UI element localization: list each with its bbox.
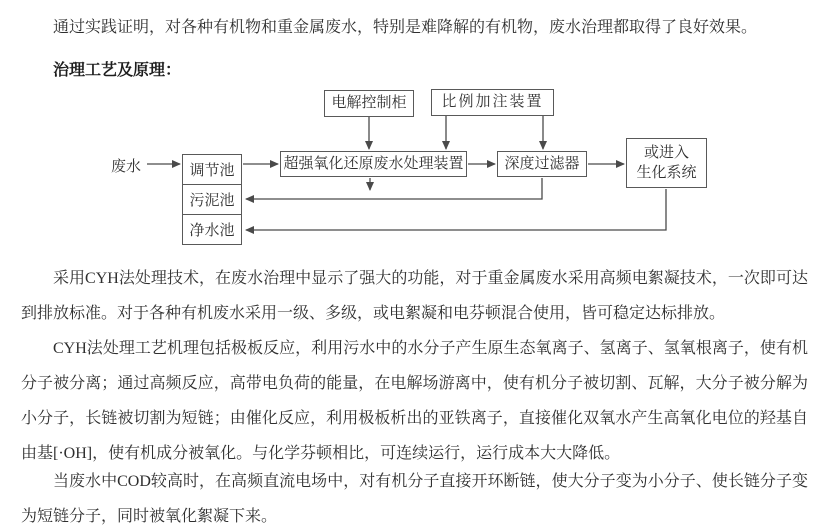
arrow-biochem-to-cleanpool <box>246 189 666 230</box>
biochem-label-line1: 或进入 <box>643 144 689 161</box>
biochemical-system-box <box>626 138 707 188</box>
clean-pool-box: 净水池 <box>183 214 241 244</box>
biochem-label-line2: 生化系统 <box>636 165 697 181</box>
process-flow-diagram <box>0 86 826 256</box>
electrolysis-cabinet-box: 电解控制柜 <box>324 90 414 117</box>
adjust-pool-box: 调节池 <box>189 163 235 179</box>
depth-filter-box: 深度过滤器 <box>497 151 587 177</box>
arrow-filter-to-sludgepool <box>246 178 542 199</box>
paragraph-cyh-effect: 采用CYH法处理技术，在废水治理中显示了强大的功能，对于重金属废水采用高频电絮凝技术，一次即可达到排放标准。对于各种有机废水采用一级、多级，或电絮凝和电芬顿混合使用，皆可稳定达标排放。 <box>21 270 808 322</box>
paragraph-mechanism: CYH法处理工艺机理包括极板反应，利用污水中的水分子产生原生态氧离子、氢离子、氢氧根离子，使有机分子被分离；通过高频反应，高带电负荷的能量，在电解场游离中，使有机分子被切割、瓦解，大分子被分解为小分子，长链被切割为短链；由催化反应，利用极板析出的亚铁离子，直接催化双氧水产生高氧化电位的羟基自由基[·OH]，使有机成分被氧化。与化学芬顿相比，可连续运行，运行成本大大降低。 <box>21 340 808 462</box>
paragraph-cod: 当废水中COD较高时，在高频直流电场中，对有机分子直接开环断链，使大分子变为小分子、使长链分子变为短链分子，同时被氧化絮凝下来。 <box>21 473 808 525</box>
dosing-device-box: 比例加注装置 <box>431 89 554 116</box>
wastewater-input-label: 废水 <box>111 159 142 175</box>
oxidation-unit-box: 超强氧化还原废水处理装置 <box>280 151 467 177</box>
paragraph-intro: 通过实践证明，对各种有机物和重金属废水，特别是难降解的有机物，废水治理都取得了良好效果。 <box>53 19 758 36</box>
pool-stack <box>182 154 242 245</box>
section-heading: 治理工艺及原理： <box>53 62 182 79</box>
sludge-pool-box: 污泥池 <box>183 184 241 214</box>
